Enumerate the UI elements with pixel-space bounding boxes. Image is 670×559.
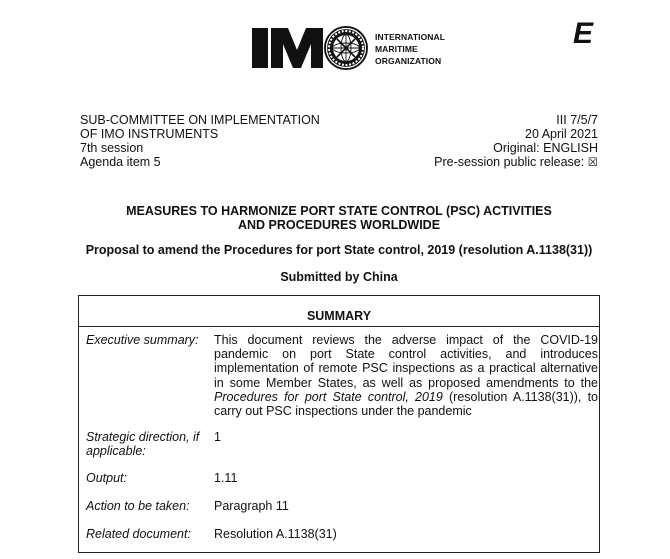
original-language: Original: ENGLISH — [493, 141, 598, 155]
document-date: 20 April 2021 — [525, 127, 598, 141]
document-symbol: III 7/5/7 — [556, 113, 598, 127]
summary-divider — [79, 326, 599, 327]
submitted-by: Submitted by China — [280, 270, 398, 284]
release-line — [434, 155, 598, 169]
related-document-label: Related document: — [86, 527, 191, 541]
summary-line: carry out PSC inspections under the pandemic — [214, 403, 472, 418]
committee-name-line2: OF IMO INSTRUMENTS — [80, 127, 219, 141]
summary-heading: SUMMARY — [306, 309, 372, 323]
title-line: AND PROCEDURES WORLDWIDE — [237, 218, 441, 232]
label-line: applicable: — [86, 444, 146, 458]
label-line: Strategic direction, if — [86, 430, 200, 444]
session: 7th session — [80, 141, 144, 155]
output-label: Output: — [86, 471, 127, 485]
strategic-direction-label — [86, 430, 199, 458]
document-title — [76, 204, 602, 232]
executive-summary-text — [214, 333, 598, 418]
executive-summary-label: Executive summary: — [86, 333, 199, 347]
summary-box — [78, 295, 600, 553]
language-code: E — [573, 17, 594, 50]
imo-logo — [250, 24, 372, 72]
action-value: Paragraph 11 — [214, 499, 289, 513]
release-label: Pre-session public release: — [434, 155, 585, 169]
release-checkbox-icon: ☒ — [587, 155, 598, 169]
summary-line: pandemic on port State control activities, and introduces — [214, 347, 598, 362]
org-name-line: ORGANIZATION — [375, 56, 442, 66]
org-name-line: MARITIME — [375, 44, 418, 54]
related-document-value: Resolution A.1138(31) — [214, 527, 337, 541]
meta-right — [434, 113, 598, 169]
action-label: Action to be taken: — [86, 499, 190, 513]
document-subtitle: Proposal to amend the Procedures for port State control, 2019 (resolution A.1138(31)) — [85, 243, 593, 257]
procedures-title-italic: Procedures for port State control, 2019 — [214, 389, 443, 404]
strategic-direction-value: 1 — [214, 430, 221, 444]
summary-line: This document reviews the adverse impact of the COVID-19 — [214, 333, 598, 347]
org-name-line: INTERNATIONAL — [375, 32, 446, 42]
summary-line: in some Member States, as well as proposed amendments to the — [214, 375, 598, 390]
summary-line: implementation of remote PSC inspections as a practical alternative — [214, 361, 598, 376]
title-line: MEASURES TO HARMONIZE PORT STATE CONTROL (PSC) ACTIVITIES — [126, 204, 552, 218]
committee-name-line1: SUB-COMMITTEE ON IMPLEMENTATION — [80, 113, 320, 127]
summary-line-rest: (resolution A.1138(31)), to — [449, 389, 598, 404]
agenda-item: Agenda item 5 — [80, 155, 161, 169]
meta-left — [80, 113, 320, 169]
output-value: 1.11 — [214, 471, 238, 485]
summary-line — [214, 390, 598, 404]
organization-name — [375, 31, 445, 67]
